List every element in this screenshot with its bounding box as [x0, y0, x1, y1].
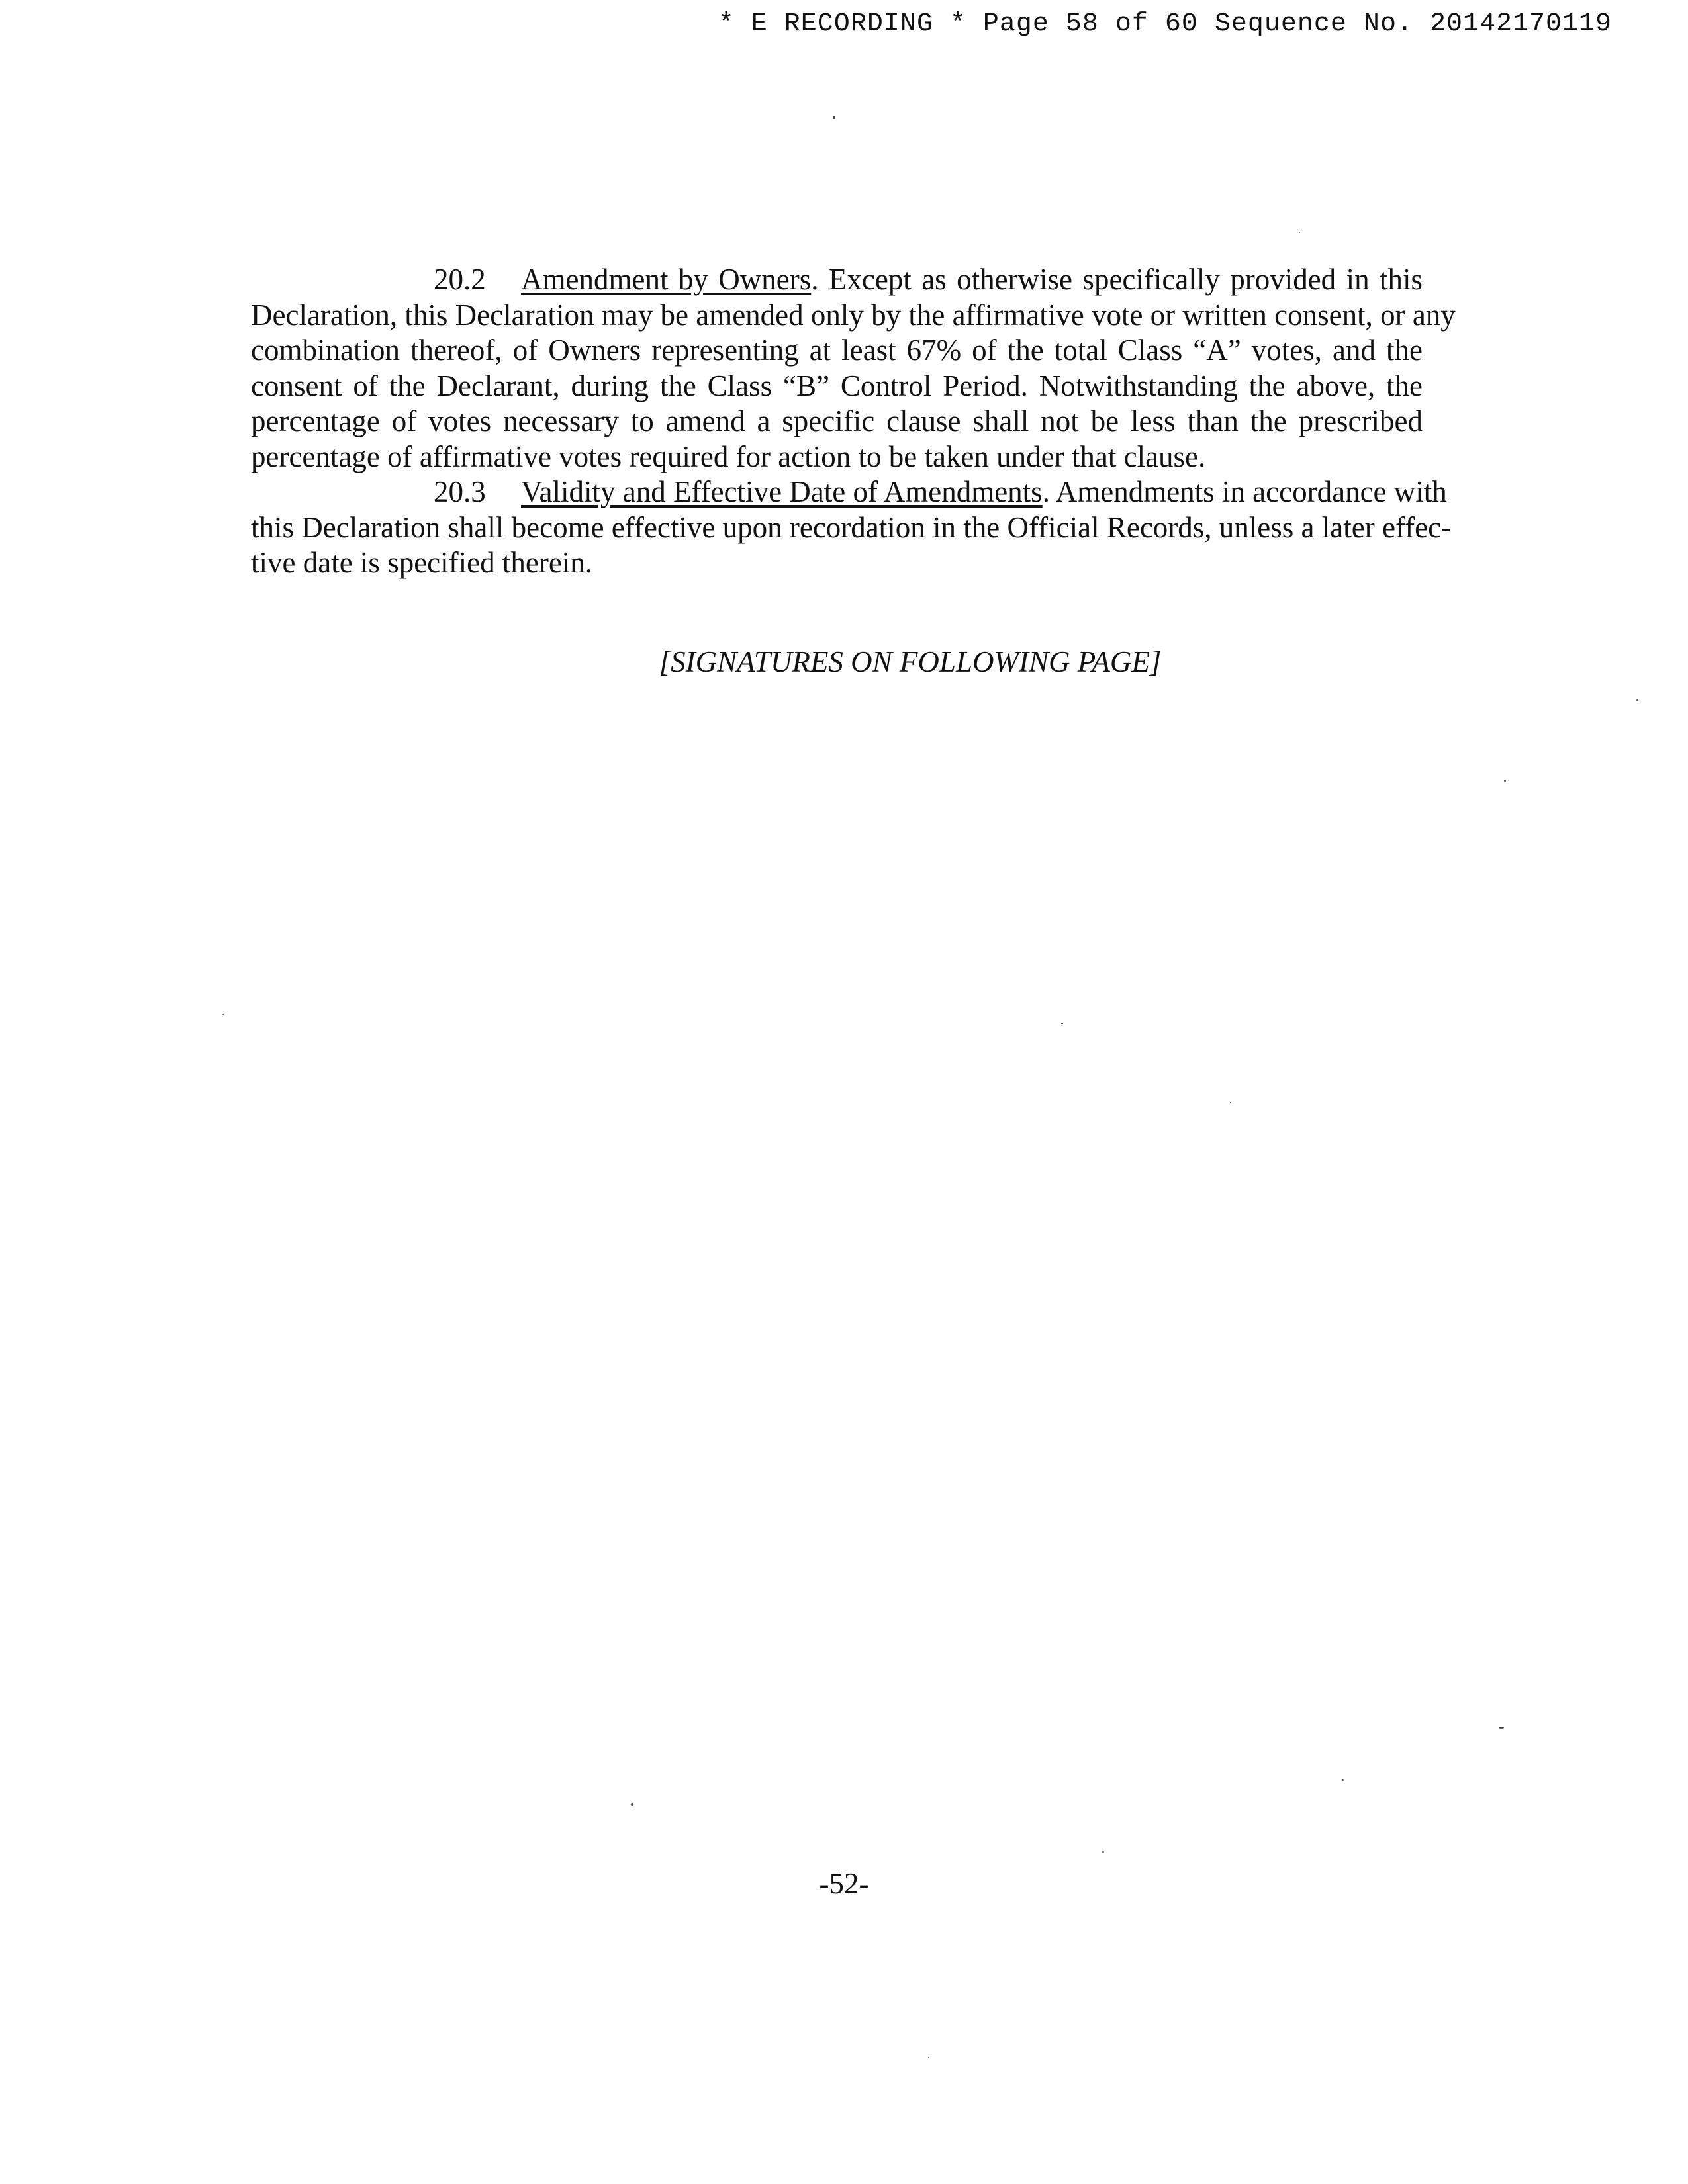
section-number: 20.3 [434, 475, 486, 508]
section-text: . Except as otherwise specifically provided in this [811, 263, 1423, 296]
scan-speck [631, 1803, 633, 1806]
section-number: 20.2 [434, 263, 486, 296]
scan-speck [1230, 1102, 1231, 1103]
scan-speck [833, 116, 835, 119]
section-text: . Amendments in accordance with [1042, 475, 1447, 508]
section-20-3-line: this Declaration shall become effective upon recordation in the Official Records, unless a later effec- [251, 511, 1452, 544]
section-title: Validity and Effective Date of Amendments [521, 475, 1043, 508]
recording-stamp: * E RECORDING * Page 58 of 60 Sequence No. 20142170119 [718, 9, 1612, 39]
scan-speck [1299, 232, 1300, 233]
scan-speck [928, 2057, 929, 2058]
section-20-2-line: consent of the Declarant, during the Class “B” Control Period. Notwithstanding the above, the [251, 369, 1423, 402]
section-20-2-line: percentage of votes necessary to amend a specific clause shall not be less than the prescribed [251, 404, 1423, 437]
section-20-2-line: percentage of affirmative votes required for action to be taken under that clause. [251, 440, 1206, 473]
section-20-2-line: Declaration, this Declaration may be amended only by the affirmative vote or written consent, or any [251, 298, 1456, 332]
scan-speck [1499, 1727, 1504, 1729]
section-20-3-first-line [434, 474, 1447, 510]
scan-speck [1342, 1779, 1344, 1781]
scan-speck [1636, 699, 1638, 701]
scan-speck [1061, 1023, 1063, 1024]
scan-speck [1504, 780, 1506, 782]
section-20-2-first-line [434, 261, 1423, 297]
page-number: -52- [819, 1867, 869, 1900]
scan-speck [222, 1014, 224, 1015]
section-20-2-line: combination thereof, of Owners representing at least 67% of the total Class “A” votes, and the [251, 334, 1423, 367]
section-title: Amendment by Owners [521, 263, 812, 296]
section-20-3-line: tive date is specified therein. [251, 546, 593, 579]
scan-speck [1102, 1851, 1104, 1853]
signature-note: [SIGNATURES ON FOLLOWING PAGE] [659, 645, 1162, 678]
